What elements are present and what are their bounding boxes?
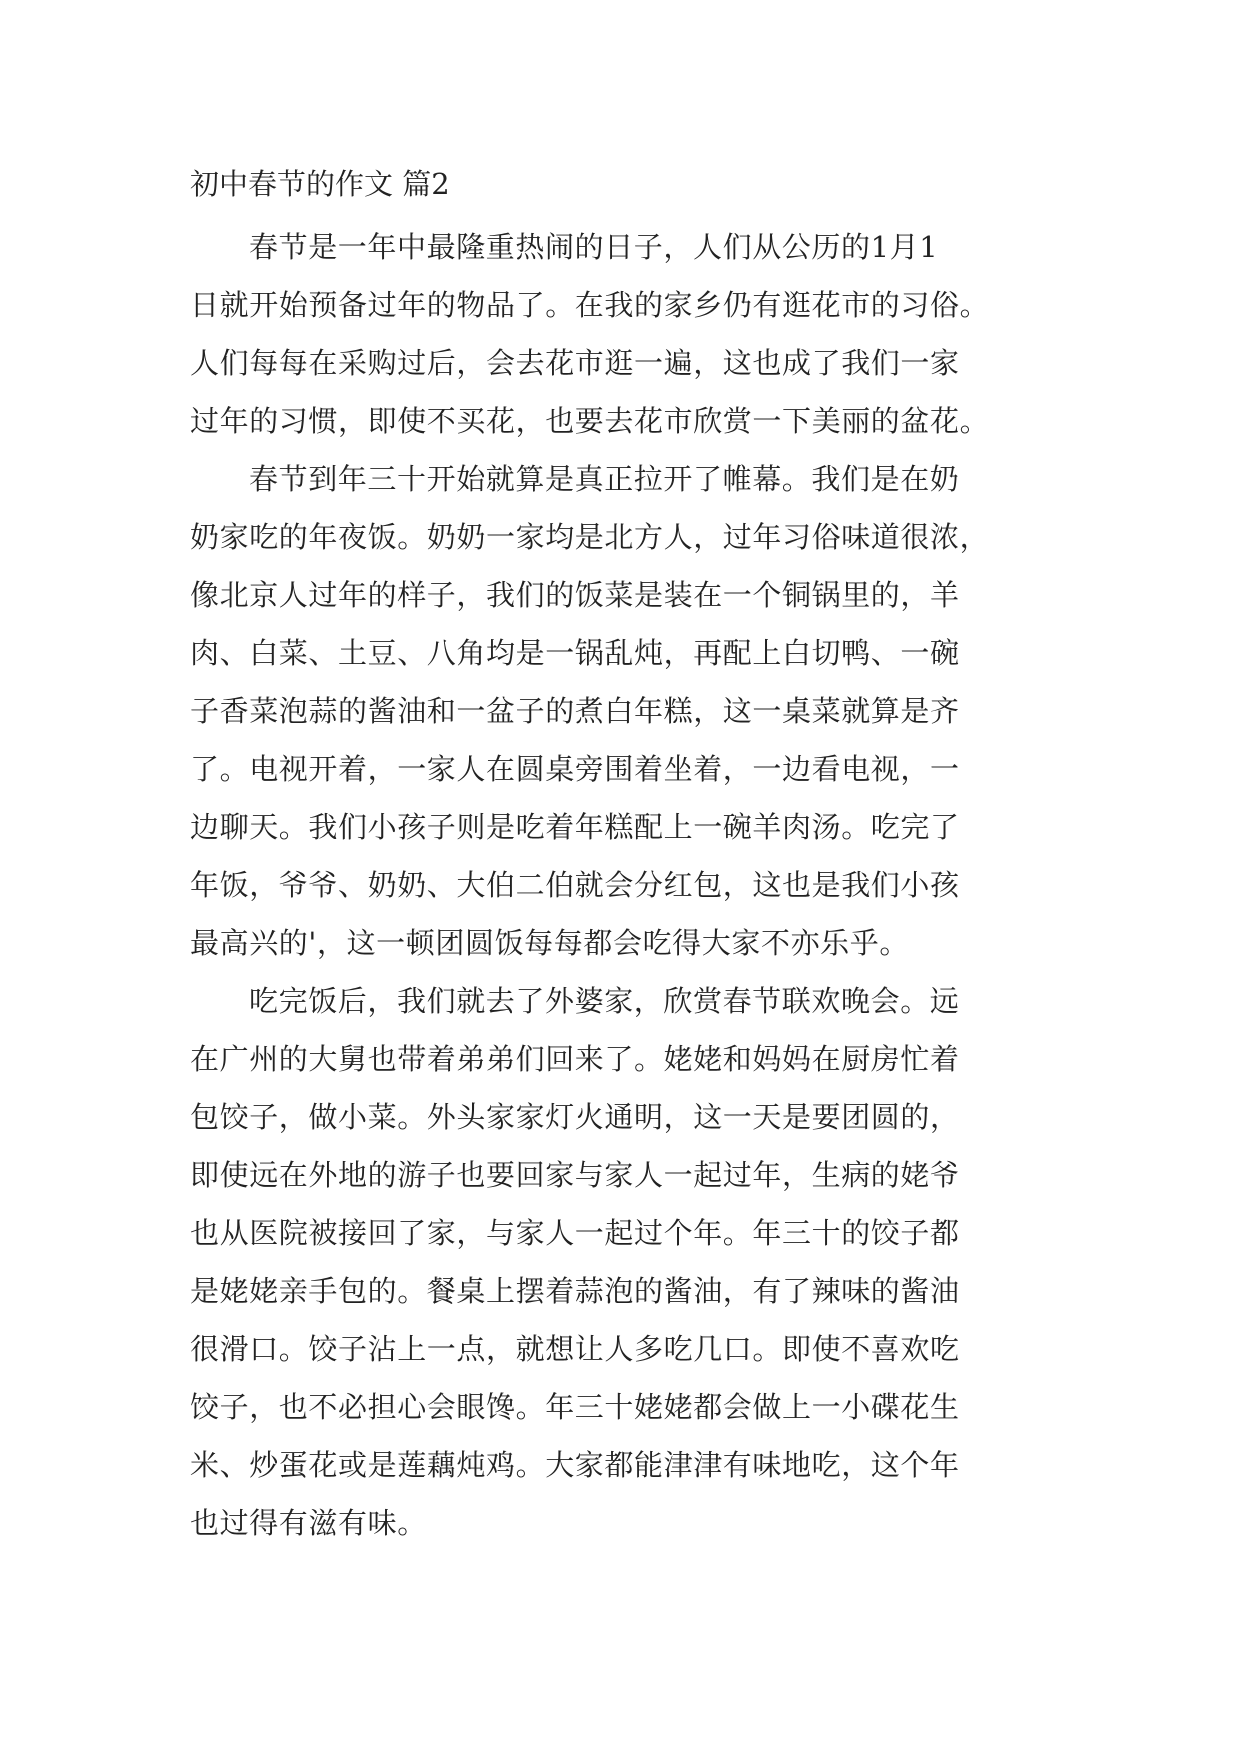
paragraph-line: 春节是一年中最隆重热闹的日子，人们从公历的1月1 xyxy=(249,230,939,264)
document-title: 初中春节的作文 篇2 xyxy=(190,167,450,201)
paragraph-line: 日就开始预备过年的物品了。在我的家乡仍有逛花市的习俗。 xyxy=(190,288,990,322)
paragraph-line: 年饭，爷爷、奶奶、大伯二伯就会分红包，这也是我们小孩 xyxy=(190,868,960,902)
paragraph-line: 包饺子，做小菜。外头家家灯火通明，这一天是要团圆的， xyxy=(190,1100,960,1134)
paragraph-line: 子香菜泡蒜的酱油和一盆子的煮白年糕，这一桌菜就算是齐 xyxy=(190,694,960,728)
paragraph-line: 是姥姥亲手包的。餐桌上摆着蒜泡的酱油，有了辣味的酱油 xyxy=(190,1274,960,1308)
paragraph-line: 人们每每在采购过后，会去花市逛一遍，这也成了我们一家 xyxy=(190,346,960,380)
paragraph-line: 肉、白菜、土豆、八角均是一锅乱炖，再配上白切鸭、一碗 xyxy=(190,636,960,670)
paragraph-line: 边聊天。我们小孩子则是吃着年糕配上一碗羊肉汤。吃完了 xyxy=(190,810,960,844)
paragraph-line: 也从医院被接回了家，与家人一起过个年。年三十的饺子都 xyxy=(190,1216,960,1250)
paragraph-1 xyxy=(190,218,1070,450)
paragraph-line: 很滑口。饺子沾上一点，就想让人多吃几口。即使不喜欢吃 xyxy=(190,1332,960,1366)
paragraph-line: 奶家吃的年夜饭。奶奶一家均是北方人，过年习俗味道很浓， xyxy=(190,520,990,554)
paragraph-2 xyxy=(190,450,1070,972)
paragraph-line: 米、炒蛋花或是莲藕炖鸡。大家都能津津有味地吃，这个年 xyxy=(190,1448,960,1482)
paragraph-line: 即使远在外地的游子也要回家与家人一起过年，生病的姥爷 xyxy=(190,1158,960,1192)
paragraph-line: 吃完饭后，我们就去了外婆家，欣赏春节联欢晚会。远 xyxy=(249,984,960,1018)
paragraph-line: 像北京人过年的样子，我们的饭菜是装在一个铜锅里的，羊 xyxy=(190,578,960,612)
paragraph-line: 春节到年三十开始就算是真正拉开了帷幕。我们是在奶 xyxy=(249,462,960,496)
paragraph-line: 最高兴的'，这一顿团圆饭每每都会吃得大家不亦乐乎。 xyxy=(190,926,909,960)
paragraph-3 xyxy=(190,972,1070,1552)
document-body xyxy=(190,160,1070,1552)
paragraph-line: 饺子，也不必担心会眼馋。年三十姥姥都会做上一小碟花生 xyxy=(190,1390,960,1424)
paragraph-line: 也过得有滋有味。 xyxy=(190,1506,427,1540)
paragraph-line: 了。电视开着，一家人在圆桌旁围着坐着，一边看电视，一 xyxy=(190,752,960,786)
paragraph-line: 在广州的大舅也带着弟弟们回来了。姥姥和妈妈在厨房忙着 xyxy=(190,1042,960,1076)
paragraph-line: 过年的习惯，即使不买花，也要去花市欣赏一下美丽的盆花。 xyxy=(190,404,990,438)
